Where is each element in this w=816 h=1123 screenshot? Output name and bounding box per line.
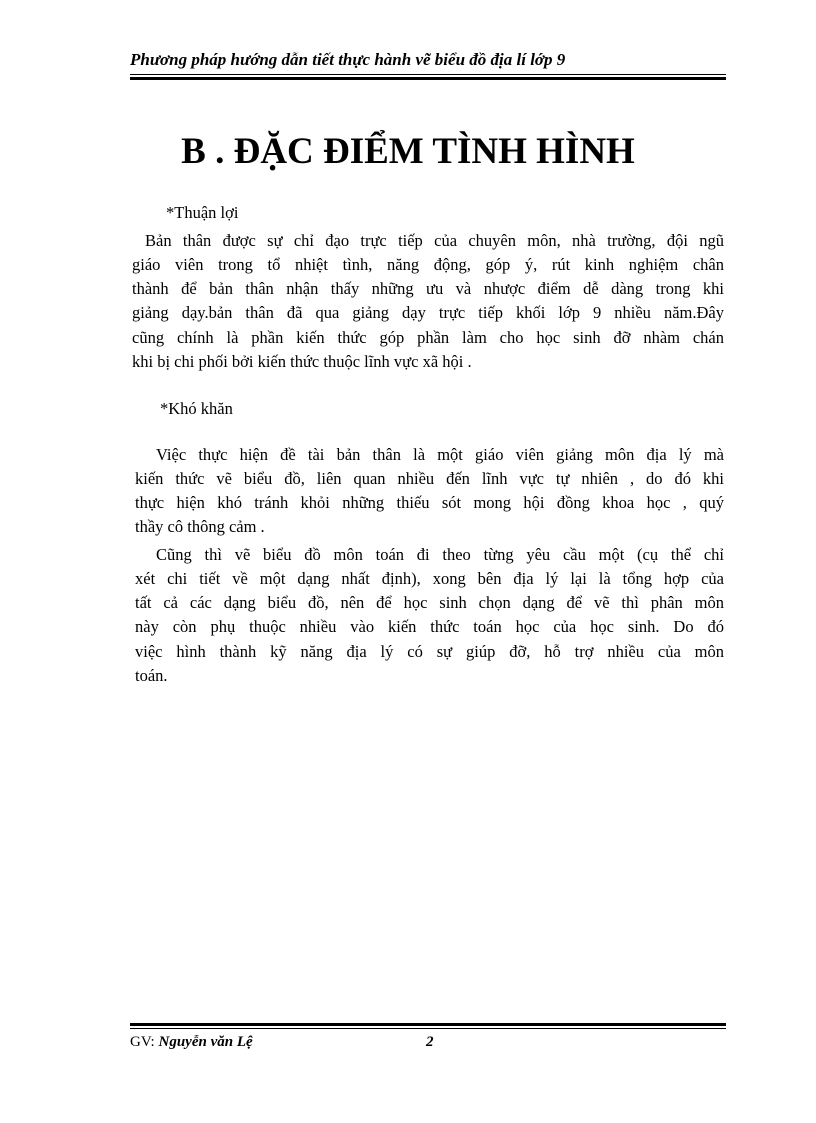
paragraph-line: giảng dạy.bản thân đã qua giảng dạy trực tiếp khối lớp 9 nhiều năm.Đây <box>132 303 724 323</box>
paragraph-line: thực hiện khó tránh khỏi những thiếu sót mong hội đồng khoa học , quý <box>135 493 724 513</box>
paragraph-line: này còn phụ thuộc nhiều vào kiến thức toán học của học sinh. Do đó <box>135 617 724 637</box>
paragraph-line: Cũng thì vẽ biểu đồ môn toán đi theo từng yêu cầu một (cụ thể chỉ <box>156 545 724 564</box>
paragraph-line: thành để bản thân nhận thấy những ưu và nhược điểm dễ dàng trong khi <box>132 279 724 299</box>
footer-author <box>130 1034 253 1051</box>
paragraph-line: tất cả các dạng biểu đồ, nên để học sinh chọn dạng để vẽ thì phân môn <box>135 593 724 613</box>
paragraph-line: kiến thức vẽ biểu đồ, liên quan nhiều đến lĩnh vực tự nhiên , do đó khi <box>135 469 724 488</box>
advantages-paragraph <box>146 229 724 253</box>
difficulties-paragraph-2 <box>156 543 724 567</box>
paragraph-line: việc hình thành kỹ năng địa lý có sự giúp đỡ, hỗ trợ nhiều của môn <box>135 641 724 661</box>
author-name: Nguyễn văn Lệ <box>158 1034 253 1050</box>
paragraph-line: khi bị chi phối bởi kiến thức thuộc lĩnh vực xã hội . <box>132 351 472 371</box>
difficulties-paragraph-1-cont <box>135 467 724 540</box>
header-rule-thin <box>130 74 726 75</box>
paragraph-line: cũng chính là phần kiến thức góp phần làm cho học sinh đỡ nhàm chán <box>132 327 724 347</box>
paragraph-line: Bản thân được sự chỉ đạo trực tiếp của chuyên môn, nhà trường, đội ngũ <box>145 231 724 250</box>
advantages-paragraph-cont <box>132 253 724 374</box>
page-number: 2 <box>426 1034 434 1050</box>
difficulties-paragraph-2-cont <box>135 567 724 688</box>
difficulties-paragraph-1 <box>156 443 724 467</box>
footer-rule-thin <box>130 1028 726 1029</box>
paragraph-line: xét chi tiết về một dạng nhất định), xong bên địa lý lại là tổng hợp của <box>135 569 724 588</box>
footer-rule-thick <box>130 1023 726 1026</box>
paragraph-line: Việc thực hiện đề tài bản thân là một giáo viên giảng môn địa lý mà <box>156 445 724 464</box>
author-prefix: GV: <box>130 1034 155 1050</box>
header-title: Phương pháp hướng dẫn tiết thực hành vẽ biểu đồ địa lí lớp 9 <box>130 50 566 69</box>
header-rule-thick <box>130 77 726 80</box>
section-title: B . ĐẶC ĐIỂM TÌNH HÌNH <box>181 131 635 172</box>
advantages-heading: *Thuận lợi <box>166 203 239 222</box>
paragraph-line: thầy cô thông cảm . <box>135 517 265 537</box>
paragraph-line: toán. <box>135 665 168 685</box>
paragraph-line: giáo viên trong tổ nhiệt tình, năng động, góp ý, rút kinh nghiệm chân <box>132 255 724 274</box>
difficulties-heading: *Khó khăn <box>160 399 233 418</box>
